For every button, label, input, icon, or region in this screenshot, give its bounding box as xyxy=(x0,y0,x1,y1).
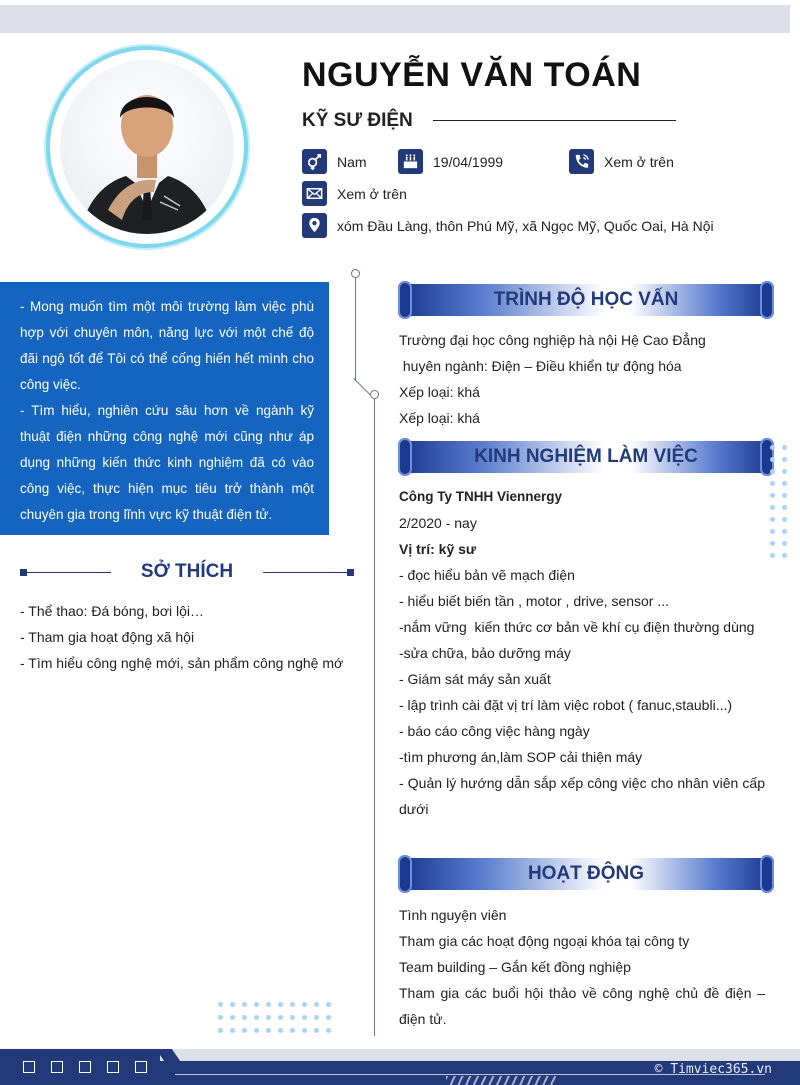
dot xyxy=(254,1028,259,1033)
dot xyxy=(314,1002,319,1007)
dot xyxy=(782,553,787,558)
dot xyxy=(770,493,775,498)
dot xyxy=(218,1002,223,1007)
education-line: Trường đại học công nghiệp hà nội Hệ Cao Đẳng xyxy=(399,332,706,348)
education-line: Xếp loại: khá xyxy=(399,384,480,400)
title-divider xyxy=(433,120,676,121)
dot xyxy=(242,1028,247,1033)
dot xyxy=(266,1028,271,1033)
dot xyxy=(242,1015,247,1020)
list-item: - Tìm hiểu công nghệ mới, sản phẩm công nghệ mớ xyxy=(20,655,344,671)
timeline-dot xyxy=(351,269,360,278)
footer-stripe xyxy=(160,1049,800,1061)
duty-item: - Giám sát máy sản xuất xyxy=(399,671,551,687)
dot xyxy=(326,1028,331,1033)
dot xyxy=(302,1015,307,1020)
dot xyxy=(266,1002,271,1007)
dot xyxy=(782,493,787,498)
dot xyxy=(782,529,787,534)
duty-item: - báo cáo công việc hàng ngày xyxy=(399,723,590,739)
activity-item: Tình nguyện viên xyxy=(399,907,507,923)
career-objective xyxy=(0,282,329,535)
dot xyxy=(770,481,775,486)
duty-item: - lập trình cài đặt vị trí làm việc robot ( fanuc,staubli...) xyxy=(399,697,733,713)
footer-square xyxy=(23,1061,35,1073)
hobbies-list xyxy=(20,598,343,676)
birthday-value: 19/04/1999 xyxy=(433,154,504,170)
dot xyxy=(770,505,775,510)
dot xyxy=(770,469,775,474)
dot xyxy=(782,517,787,522)
dot xyxy=(302,1028,307,1033)
decorative-dots xyxy=(218,1002,331,1033)
phone-value: Xem ở trên xyxy=(604,154,674,170)
dot xyxy=(782,505,787,510)
dot xyxy=(770,529,775,534)
dot xyxy=(782,445,787,450)
gender-icon xyxy=(302,149,327,174)
dot xyxy=(218,1015,223,1020)
dot xyxy=(314,1015,319,1020)
location-pin-icon xyxy=(302,213,327,238)
dot xyxy=(242,1002,247,1007)
birthday-cake-icon xyxy=(398,149,423,174)
education-line: huyên ngành: Điện – Điều khiển tự động hóa xyxy=(399,358,682,374)
timeline-line xyxy=(355,274,356,380)
work-position: Vị trí: kỹ sư xyxy=(399,541,477,557)
dot xyxy=(326,1015,331,1020)
activities-title: HOẠT ĐỘNG xyxy=(527,863,645,884)
footer-square xyxy=(107,1061,119,1073)
footer-square xyxy=(135,1061,147,1073)
dot xyxy=(230,1028,235,1033)
dot xyxy=(782,469,787,474)
dot xyxy=(782,457,787,462)
duty-item: - hiểu biết biến tần , motor , drive, sensor ... xyxy=(399,593,670,609)
top-band xyxy=(0,5,790,33)
dot xyxy=(230,1015,235,1020)
company-name: Công Ty TNHH Viennergy xyxy=(399,489,563,504)
experience-body xyxy=(399,484,765,822)
dot xyxy=(770,445,775,450)
activity-item: Tham gia các hoạt động ngoại khóa tại công ty xyxy=(399,933,690,949)
email-value: Xem ở trên xyxy=(337,186,407,202)
duty-item: - Quản lý hướng dẫn sắp xếp công việc cho nhân viên cấp dưới xyxy=(399,775,765,817)
decorative-dots xyxy=(770,445,787,558)
avatar-frame xyxy=(46,46,248,248)
dot xyxy=(254,1002,259,1007)
dot xyxy=(278,1002,283,1007)
education-title: TRÌNH ĐỘ HỌC VẤN xyxy=(493,289,679,310)
footer-square xyxy=(79,1061,91,1073)
education-body xyxy=(399,327,765,431)
dot xyxy=(278,1028,283,1033)
dot xyxy=(230,1002,235,1007)
candidate-name: NGUYỄN VĂN TOÁN xyxy=(302,56,642,94)
footer-square xyxy=(51,1061,63,1073)
education-heading xyxy=(398,281,774,319)
dot xyxy=(278,1015,283,1020)
phone-icon xyxy=(569,149,594,174)
experience-title: KINH NGHIỆM LÀM VIỆC xyxy=(474,446,698,467)
dot xyxy=(314,1028,319,1033)
portrait-illustration xyxy=(60,60,234,234)
activity-item: Team building – Gắn kết đồng nghiệp xyxy=(399,959,631,975)
duty-item: -tìm phương án,làm SOP cải thiện máy xyxy=(399,749,643,765)
dot xyxy=(302,1002,307,1007)
job-title: KỸ SƯ ĐIỆN xyxy=(302,110,413,131)
dot xyxy=(782,481,787,486)
dot xyxy=(218,1028,223,1033)
address-value: xóm Đầu Làng, thôn Phú Mỹ, xã Ngọc Mỹ, Quốc Oai, Hà Nội xyxy=(337,218,714,234)
duty-item: -nắm vững kiến thức cơ bản về khí cụ điện thường dùng xyxy=(399,619,755,635)
dot xyxy=(266,1015,271,1020)
dot xyxy=(770,457,775,462)
dot xyxy=(326,1002,331,1007)
activity-item: Tham gia các buổi hội thảo về công nghệ chủ đề điện – điện tử. xyxy=(399,985,765,1027)
dot xyxy=(782,541,787,546)
dot xyxy=(290,1015,295,1020)
email-icon xyxy=(302,181,327,206)
experience-heading xyxy=(398,438,774,476)
work-period: 2/2020 - nay xyxy=(399,515,477,531)
footer-hatch xyxy=(446,1076,556,1085)
objective-paragraph: - Mong muốn tìm một môi trường làm việc phù hợp với chuyên môn, năng lực với một chế độ đãi ngộ tốt để Tôi có thể cống hiến hết mình cho công việc. xyxy=(20,299,314,392)
activities-body xyxy=(399,902,765,1032)
objective-paragraph: - Tìm hiểu, nghiên cứu sâu hơn về ngành kỹ thuật điện những công nghệ mới cũng như áp dụng những kiến thức kinh nghiệm đã có vào công việc, thực hiện mục tiêu trở thành một chuyên gia trong lĩnh vực kỹ thuật điện tử. xyxy=(20,403,314,522)
timeline-line xyxy=(374,396,375,1036)
duty-item: -sửa chữa, bảo dưỡng máy xyxy=(399,645,571,661)
list-item: - Thể thao: Đá bóng, bơi lội… xyxy=(20,603,205,619)
dot xyxy=(290,1002,295,1007)
dot xyxy=(770,541,775,546)
list-item: - Tham gia hoạt động xã hội xyxy=(20,629,195,645)
avatar xyxy=(60,60,234,234)
duty-item: - đọc hiểu bản vẽ mạch điện xyxy=(399,567,575,583)
dot xyxy=(254,1015,259,1020)
education-line: Xếp loại: khá xyxy=(399,410,480,426)
dot xyxy=(770,517,775,522)
hobbies-heading xyxy=(20,560,354,586)
activities-heading xyxy=(398,855,774,893)
watermark: © Timviec365.vn xyxy=(654,1062,772,1077)
dot xyxy=(290,1028,295,1033)
timeline-dot xyxy=(370,390,379,399)
dot xyxy=(770,553,775,558)
gender-value: Nam xyxy=(337,154,367,170)
hobbies-title: SỞ THÍCH xyxy=(140,561,234,582)
